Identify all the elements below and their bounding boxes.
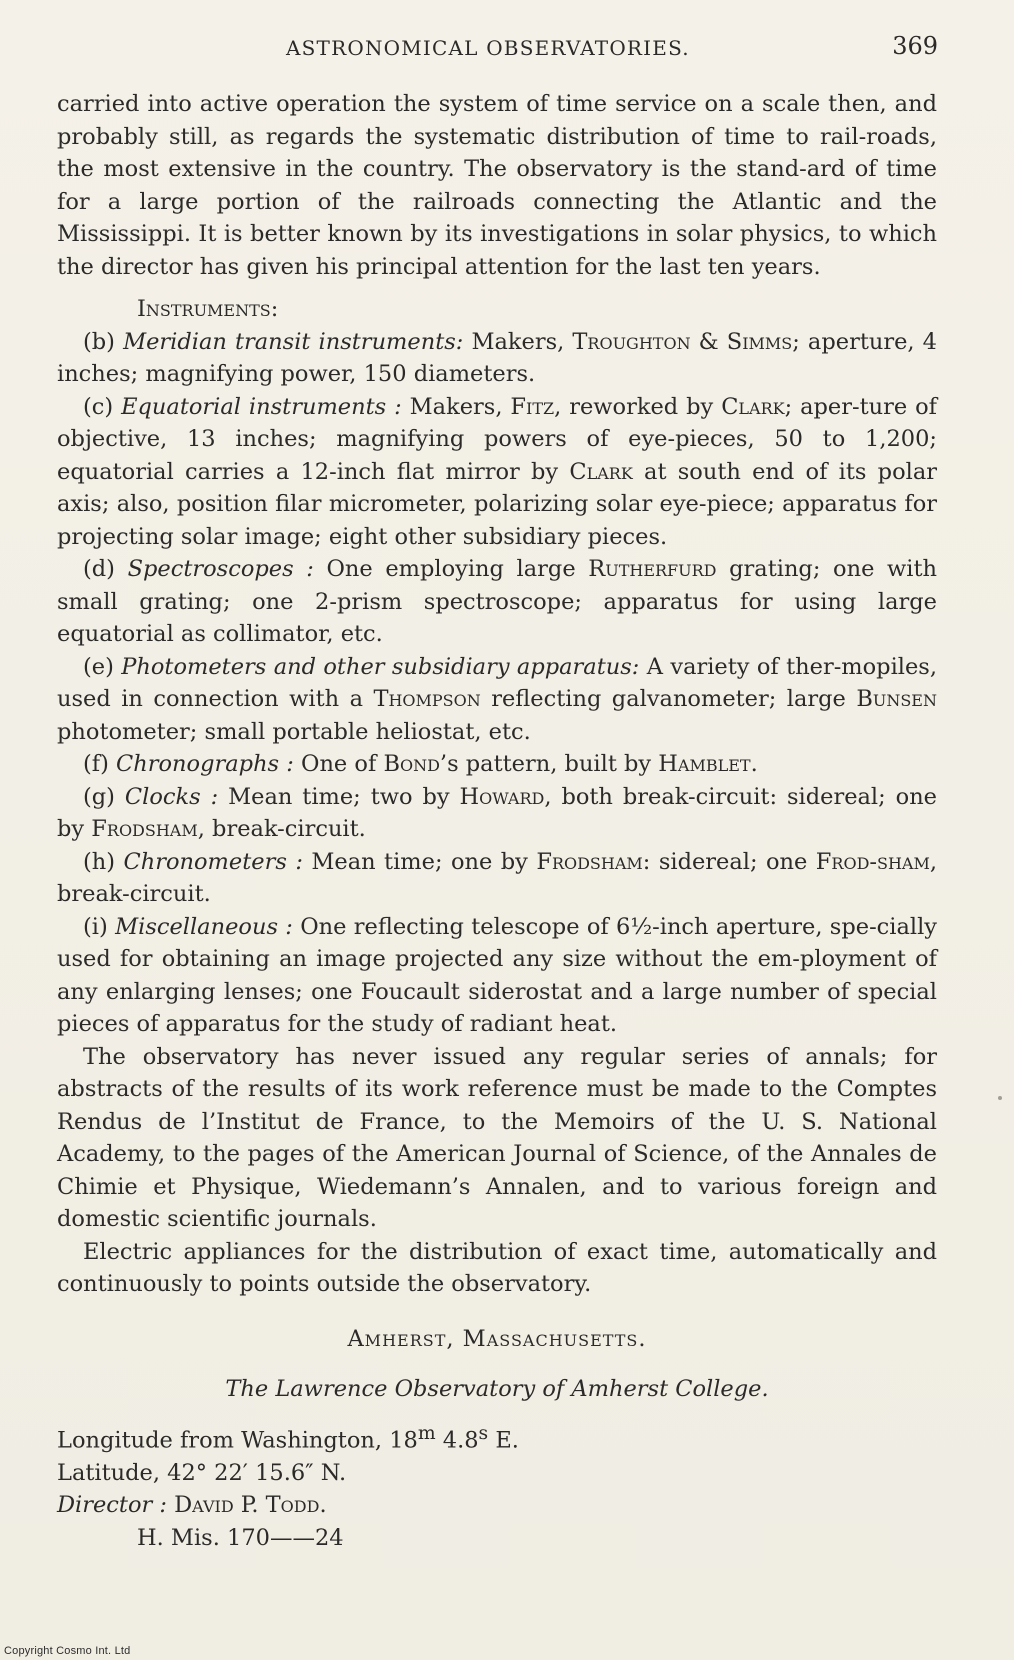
instrument-d-maker-1: Rutherfurd (588, 556, 717, 582)
instrument-i-label: (i) (83, 913, 108, 940)
instrument-b-maker-2: Simms (726, 328, 793, 355)
instrument-g-text-2: , both break-circuit: sidereal; one by (57, 783, 937, 842)
instrument-d (57, 553, 937, 651)
instrument-b-title: Meridian transit instruments: (123, 328, 464, 355)
longitude-second-marker: s (478, 1422, 489, 1444)
instruments-heading (57, 293, 937, 326)
amherst-heading: Amherst, Massachusetts. (347, 1325, 647, 1352)
instrument-d-label: (d) (83, 556, 115, 582)
instrument-i-text-1: One reflecting telescope of 6½-inch aperture, spe-cially used for obtaining an image projected any size without the em-ployment of any enlarging lenses; one Foucault siderostat and a large number of special pieces of apparatus for the study of radiant heat. (57, 913, 937, 1037)
instrument-f-title: Chronographs : (116, 751, 294, 777)
instrument-d-title: Spectroscopes : (127, 556, 314, 582)
instrument-c (57, 391, 937, 554)
instrument-c-text-3: ; aper-ture of objective, 13 inches; magnifying powers of eye-pieces, 50 to 1,200; equatorial carries a 12-inch flat mirror by (57, 393, 937, 485)
instrument-b-maker-1: Troughton (572, 328, 691, 355)
publications-paragraph: The observatory has never issued any regular series of annals; for abstracts of the results of its work reference must be made to the Comptes Rendus de l’Institut de France, to the Memoirs of the U. S. National Academy, to the pages of the American Journal of Science, of the Annales de Chimie et Physique, Wiedemann’s Annalen, and to various foreign and domestic scientific journals. (57, 1043, 937, 1232)
instrument-c-label: (c) (83, 393, 114, 420)
copyright-notice: Copyright Cosmo Int. Ltd (4, 1645, 131, 1657)
director-name: David P. Todd. (174, 1492, 327, 1518)
instrument-h-title: Chronometers : (123, 848, 303, 875)
intro-paragraph: carried into active operation the system of time service on a scale then, and probably still, as regards the systematic distribution of time to rail-roads, the most extensive in the country. The observatory is the stand-ard of time for a large portion of the railroads connecting the Atlantic and the Mississippi. It is better known by its investigations in solar physics, to which the director has given his principal attention for the last ten years. (57, 91, 937, 280)
instrument-h-text-2: : sidereal; one (642, 848, 816, 875)
longitude-line (57, 1418, 937, 1457)
instrument-i (57, 911, 937, 1041)
instrument-c-text-1: Makers, (401, 393, 511, 420)
appliances-paragraph: Electric appliances for the distribution of exact time, automatically and continuously to points outside the observatory. (57, 1238, 937, 1297)
instrument-e-text-2: reflecting galvanometer; large (480, 686, 857, 712)
instrument-e-title: Photometers and other subsidiary apparatus: (121, 653, 640, 680)
instruments-heading-text: Instruments: (137, 296, 279, 322)
instrument-b-text-3: ; aperture, 4 inches; magnifying power, 150 diameters. (57, 328, 937, 387)
instrument-h-maker-1: Frodsham (536, 848, 643, 875)
instrument-h-text-3: , break-circuit. (57, 848, 938, 907)
instrument-e-maker-1: Thompson (373, 686, 481, 712)
instrument-f-maker-1: Bond (383, 751, 440, 777)
page-header (58, 32, 938, 66)
instrument-c-text-2: , reworked by (554, 393, 722, 420)
observatory-details (57, 1418, 937, 1555)
instrument-h (57, 846, 937, 911)
instrument-b-label: (b) (83, 328, 115, 355)
instrument-d-text-1: One employing large (313, 556, 589, 582)
director-label: Director : (57, 1492, 167, 1518)
instrument-c-title: Equatorial instruments : (121, 393, 402, 420)
instrument-e-label: (e) (83, 653, 114, 680)
instrument-h-maker-2: Frod-sham (815, 848, 930, 875)
instrument-c-text-4: at south end of its polar axis; also, position filar micrometer, polarizing solar eye-piece; apparatus for projecting solar image; eight other subsidiary pieces. (57, 458, 937, 550)
longitude-prefix: Longitude from Washington, 18 (57, 1427, 418, 1453)
instrument-g-maker-1: Howard (459, 783, 545, 810)
instrument-h-text-1: Mean time; one by (302, 848, 537, 875)
instrument-i-title: Miscellaneous : (115, 913, 293, 940)
director-line (57, 1489, 937, 1522)
instrument-g-label: (g) (83, 783, 115, 810)
latitude-line: Latitude, 42° 22′ 15.6″ N. (57, 1459, 347, 1486)
instrument-e-text-3: photometer; small portable heliostat, etc. (57, 718, 531, 745)
instrument-g-text-3: , break-circuit. (197, 816, 366, 842)
instrument-g-text-1: Mean time; two by (218, 783, 460, 810)
observatory-title: The Lawrence Observatory of Amherst College. (225, 1376, 769, 1402)
instrument-e-text-1: A variety of ther-mopiles, used in connection with a (57, 653, 937, 712)
instrument-f (57, 748, 937, 781)
page-speck (998, 1096, 1002, 1100)
instrument-g-maker-2: Frodsham (91, 816, 198, 842)
page-number: 369 (892, 32, 938, 60)
instrument-c-maker-1: Fitz (510, 393, 555, 420)
longitude-seconds: 4.8 (435, 1427, 479, 1453)
instrument-g-title: Clocks : (124, 783, 219, 810)
misc-footer-line: H. Mis. 170——24 (137, 1524, 344, 1551)
longitude-suffix: E. (488, 1427, 519, 1453)
instrument-b-text-2: & (690, 328, 727, 355)
instrument-d-text-2: grating; one with small grating; one 2-prism spectroscope; apparatus for using large equatorial as collimator, etc. (57, 556, 937, 647)
running-head: ASTRONOMICAL OBSERVATORIES. (286, 36, 690, 60)
longitude-minute-marker: m (417, 1422, 436, 1444)
instrument-c-maker-3: Clark (569, 458, 633, 485)
instrument-h-label: (h) (83, 848, 116, 875)
instrument-f-text-3: . (750, 751, 758, 777)
instrument-f-label: (f) (83, 751, 109, 777)
page-body (57, 88, 937, 1554)
instrument-b (57, 326, 937, 391)
instrument-f-text-1: One of (293, 751, 384, 777)
instrument-e (57, 651, 937, 749)
instrument-f-maker-2: Hamblet (658, 751, 751, 777)
instrument-e-maker-2: Bunsen (856, 686, 937, 712)
instrument-c-maker-2: Clark (721, 393, 785, 420)
instrument-f-text-2: ’s pattern, built by (439, 751, 659, 777)
instrument-g (57, 781, 937, 846)
instrument-b-text-1: Makers, (463, 328, 573, 355)
